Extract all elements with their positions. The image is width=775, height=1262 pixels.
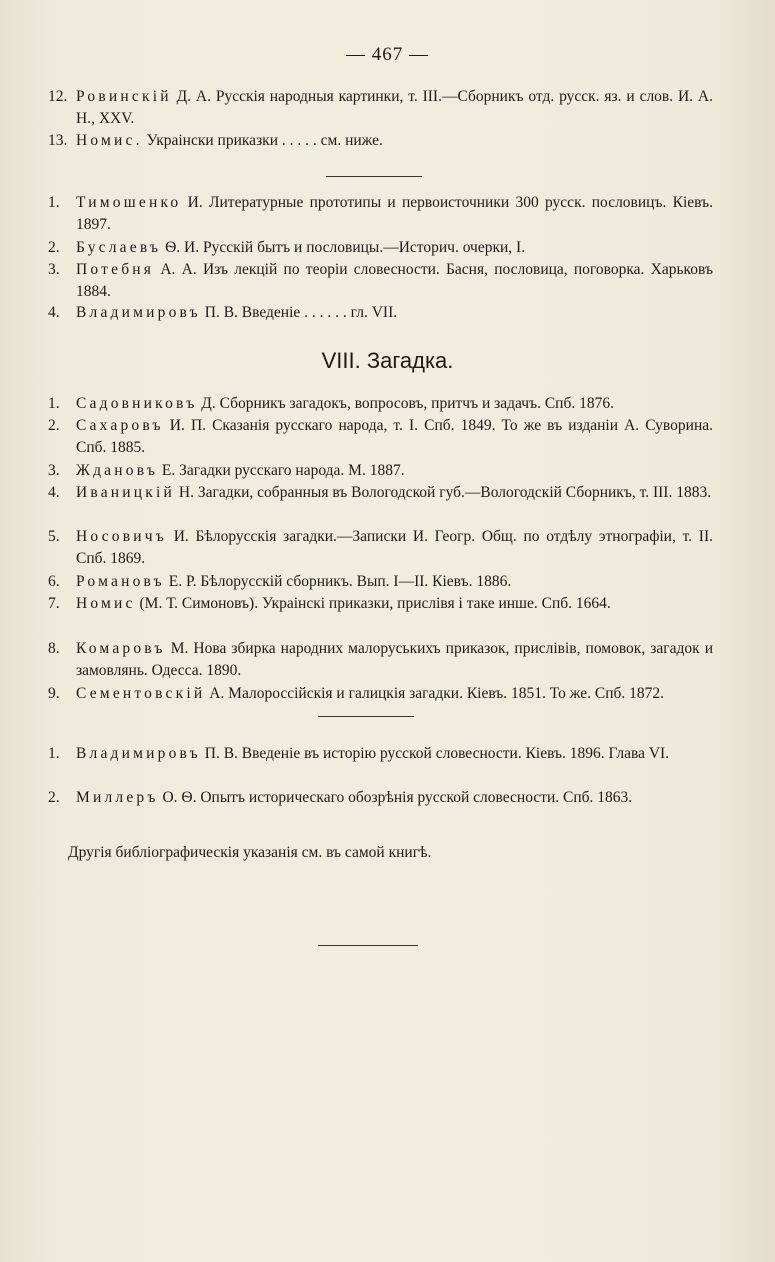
bibliography-entry	[48, 192, 713, 236]
entry-author: Ждановъ	[76, 462, 159, 479]
entry-author: Владимировъ	[76, 745, 201, 762]
entry-author: Номис.	[76, 132, 143, 149]
entry-number: 2.	[48, 789, 60, 806]
entry-number: 4.	[48, 484, 60, 501]
entry-number: 8.	[48, 640, 60, 657]
entry-text: О. Ѳ. Опытъ историческаго обозрѣнія русской словесности. Спб. 1863.	[158, 789, 633, 806]
entry-text: П. В. Введеніе въ исторію русской словесности. Кіевъ. 1896. Глава VI.	[200, 745, 670, 762]
bibliography-entry	[48, 86, 713, 130]
entry-number: 13.	[48, 132, 68, 149]
entry-text: Украінски приказки . . . . . см. ниже.	[142, 132, 383, 149]
bibliography-entry	[48, 787, 713, 809]
section-heading: VIII. Загадка.	[321, 348, 454, 373]
bibliography-entry	[48, 593, 713, 615]
bibliography-entry	[48, 237, 713, 259]
entry-author: Буслаевъ	[76, 239, 162, 256]
entry-author: Тимошенко	[76, 194, 182, 211]
bibliography-entry	[48, 743, 713, 765]
entry-number: 9.	[48, 685, 60, 702]
entry-author: Сахаровъ	[76, 417, 164, 434]
entry-number: 3.	[48, 462, 60, 479]
bibliography-entry	[48, 683, 713, 705]
entry-text: Ѳ. И. Русскій бытъ и пословицы.—Историч. очерки, I.	[161, 239, 526, 256]
bibliography-entry	[48, 415, 713, 459]
entry-author: Миллеръ	[76, 789, 159, 806]
entry-text: (М. Т. Симоновъ). Украінскі приказки, прислівя і таке инше. Спб. 1664.	[135, 595, 611, 612]
entry-number: 2.	[48, 417, 60, 434]
entry-author: Носовичъ	[76, 528, 167, 545]
entry-author: Ровинскій	[76, 88, 172, 105]
bibliography-entry	[48, 638, 713, 682]
entry-author: Сементовскій	[76, 685, 206, 702]
bibliography-entry	[48, 130, 713, 152]
entry-number: 6.	[48, 573, 60, 590]
entry-text: И. П. Сказанія русскаго народа, т. I. Спб. 1849. То же въ изданіи А. Суворина. Спб. 1885.	[76, 417, 713, 456]
entry-text: Д. А. Русскія народныя картинки, т. III.—Сборникъ отд. русск. яз. и слов. И. А. Н., XXV.	[76, 88, 713, 127]
entry-author: Романовъ	[76, 573, 165, 590]
entry-number: 7.	[48, 595, 60, 612]
entry-author: Садовниковъ	[76, 395, 198, 412]
entry-number: 1.	[48, 395, 60, 412]
section-divider	[326, 176, 422, 177]
entry-text: П. В. Введеніе . . . . . . гл. VII.	[200, 304, 398, 321]
end-divider	[318, 945, 418, 946]
bibliography-entry	[48, 302, 713, 324]
entry-author: Потебня	[76, 261, 155, 278]
entry-author: Владимировъ	[76, 304, 201, 321]
entry-text: И. Бѣлорусскія загадки.—Записки И. Геогр. Общ. по отдѣлу этнографіи, т. II. Спб. 1869.	[76, 528, 713, 567]
entry-text: Д. Сборникъ загадокъ, вопросовъ, притчъ и задачъ. Спб. 1876.	[197, 395, 614, 412]
entry-text: М. Нова збирка народних малоруськихъ приказок, прислівів, помовок, загадок и замовлянь. Одесса. 1890.	[76, 640, 713, 679]
entry-author: Номис	[76, 595, 136, 612]
section-divider	[318, 716, 414, 717]
entry-text: Е. Р. Бѣлорусскій сборникъ. Вып. I—II. Кіевъ. 1886.	[164, 573, 512, 590]
closing-note: Другія библіографическія указанія см. въ самой книгѣ.	[68, 844, 432, 861]
entry-number: 5.	[48, 528, 60, 545]
bibliography-entry	[48, 482, 713, 504]
bibliography-entry	[48, 526, 713, 570]
entry-author: Комаровъ	[76, 640, 166, 657]
bibliography-entry	[48, 460, 713, 482]
entry-text: Н. Загадки, собранныя въ Вологодской губ.—Вологодскій Сборникъ, т. III. 1883.	[175, 484, 712, 501]
bibliography-entry	[48, 259, 713, 303]
page-number: — 467 —	[346, 44, 429, 65]
entry-text: А. А. Изъ лекцій по теоріи словесности. Басня, пословица, поговорка. Харьковъ 1884.	[76, 261, 713, 300]
entry-text: И. Литературные прототипы и первоисточники 300 русск. пословицъ. Кіевъ. 1897.	[76, 194, 713, 233]
entry-author: Иваницкій	[76, 484, 176, 501]
entry-number: 1.	[48, 745, 60, 762]
entry-text: А. Малороссійскія и галицкія загадки. Кіевъ. 1851. То же. Спб. 1872.	[205, 685, 665, 702]
bibliography-entry	[48, 571, 713, 593]
entry-number: 1.	[48, 194, 60, 211]
entry-number: 4.	[48, 304, 60, 321]
entry-number: 12.	[48, 88, 68, 105]
bibliography-entry	[48, 393, 713, 415]
entry-number: 3.	[48, 261, 60, 278]
entry-text: Е. Загадки русскаго народа. М. 1887.	[158, 462, 405, 479]
entry-number: 2.	[48, 239, 60, 256]
